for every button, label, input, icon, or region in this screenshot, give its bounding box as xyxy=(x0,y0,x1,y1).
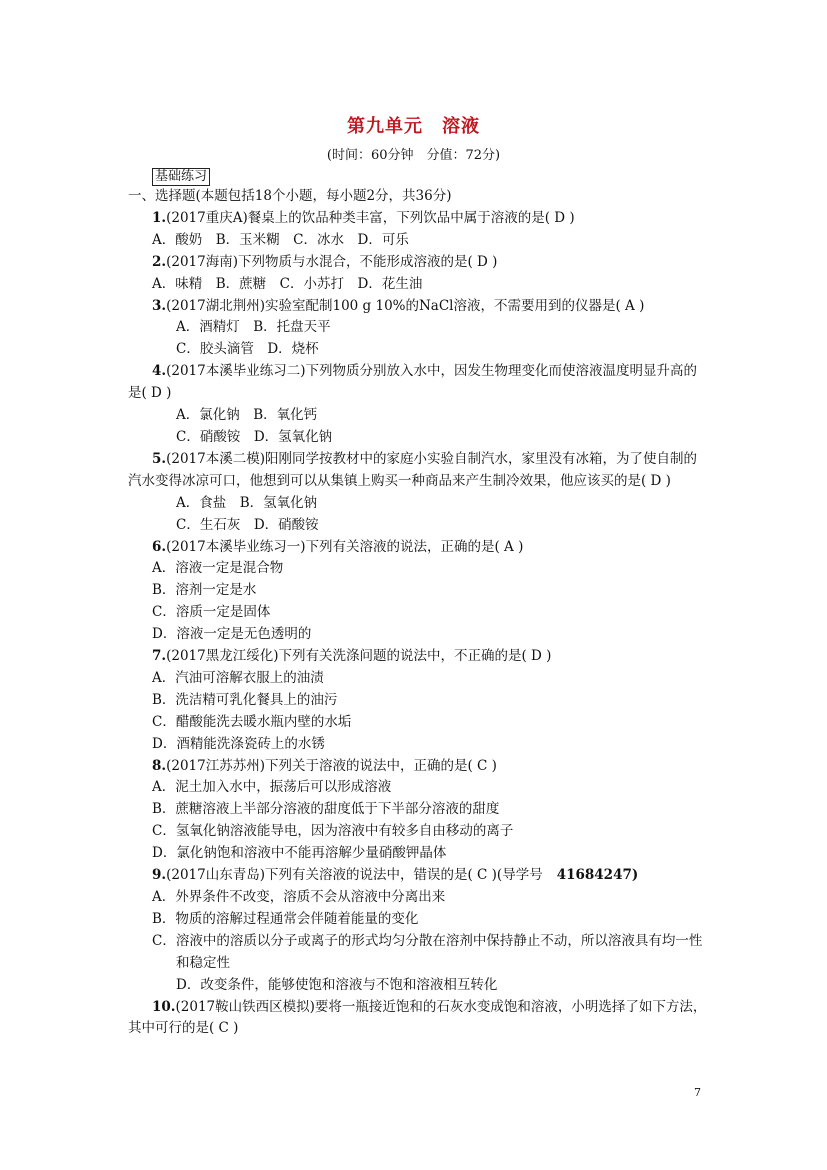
guide-code: 41684247) xyxy=(556,867,639,884)
section-heading: 一、选择题(本题包括18个小题，每小题2分，共36分) xyxy=(128,188,452,204)
question-5-option-row: A．食盐 B．氢氧化钠 xyxy=(176,494,318,511)
question-text: (2017本溪二模)阳刚同学按教材中的家庭小实验自制汽水，家里没有冰箱，为了使自制的汽水变得冰凉可口，他想到可以从集镇上购买一种商品来产生制冷效果，他应该买的是( D ) xyxy=(128,450,697,489)
question-8-option: D．氯化钠饱和溶液中不能再溶解少量硝酸钾晶体 xyxy=(152,845,447,862)
question-2-options: A．味精 B．蔗糖 C．小苏打 D．花生油 xyxy=(152,275,423,292)
question-8-option: A．泥土加入水中，振荡后可以形成溶液 xyxy=(152,779,392,796)
question-number: 4. xyxy=(152,363,167,380)
question-7-option: D．酒精能洗涤瓷砖上的水锈 xyxy=(152,735,325,752)
question-10 xyxy=(128,997,710,1041)
question-9-option xyxy=(128,931,710,975)
question-4 xyxy=(128,361,710,405)
question-9 xyxy=(128,865,710,887)
question-9-option: D．改变条件，能够使饱和溶液与不饱和溶液相互转化 xyxy=(176,976,498,993)
question-text: (2017本溪毕业练习一)下列有关溶液的说法，正确的是( A ) xyxy=(166,538,524,555)
question-number: 1. xyxy=(152,209,167,226)
question-number: 3. xyxy=(152,297,167,314)
unit-title: 第九单元 溶液 xyxy=(347,116,480,137)
question-3-option-row: A．酒精灯 B．托盘天平 xyxy=(176,319,331,336)
question-3 xyxy=(128,296,710,318)
question-text: (2017鞍山铁西区模拟)要将一瓶接近饱和的石灰水变成饱和溶液，小明选择了如下方法，其中可行的是( C ) xyxy=(128,998,707,1037)
question-number: 9. xyxy=(152,867,167,884)
question-text: (2017重庆A)餐桌上的饮品种类丰富，下列饮品中属于溶液的是( D ) xyxy=(166,209,575,226)
question-text: (2017湖北荆州)实验室配制100 g 10%的NaCl溶液，不需要用到的仪器是( A ) xyxy=(166,297,645,314)
question-text: (2017江苏苏州)下列关于溶液的说法中，正确的是( C ) xyxy=(166,757,497,774)
question-number: 6. xyxy=(152,538,167,555)
question-4-option-row: C．硝酸铵 D．氢氧化钠 xyxy=(176,428,333,445)
question-1-options: A．酸奶 B．玉米糊 C．冰水 D．可乐 xyxy=(152,231,409,248)
question-9-option: B．物质的溶解过程通常会伴随着能量的变化 xyxy=(152,910,419,927)
question-7-option: B．洗洁精可乳化餐具上的油污 xyxy=(152,691,338,708)
page-number: 7 xyxy=(694,1086,701,1099)
question-text: (2017海南)下列物质与水混合，不能形成溶液的是( D ) xyxy=(166,253,498,270)
question-6-option: D．溶液一定是无色透明的 xyxy=(152,626,312,643)
question-3-option-row: C．胶头滴管 D．烧杯 xyxy=(176,341,319,358)
question-8-option: B．蔗糖溶液上半部分溶液的甜度低于下半部分溶液的甜度 xyxy=(152,801,500,818)
question-4-option-row: A．氯化钠 B．氧化钙 xyxy=(176,407,318,424)
question-5-option-row: C．生石灰 D．硝酸铵 xyxy=(176,516,319,533)
question-text: (2017山东青岛)下列有关溶液的说法中，错误的是( C )(导学号 xyxy=(166,867,543,884)
question-text: (2017黑龙江绥化)下列有关洗涤问题的说法中，不正确的是( D ) xyxy=(166,648,552,665)
question-9-option: A．外界条件不改变，溶质不会从溶液中分离出来 xyxy=(152,889,446,905)
question-text: (2017本溪毕业练习二)下列物质分别放入水中，因发生物理变化而使溶液温度明显升高的是( D ) xyxy=(128,363,697,402)
question-7-option: C．醋酸能洗去暖水瓶内壁的水垢 xyxy=(152,713,352,730)
question-8-option: C．氢氧化钠溶液能导电，因为溶液中有较多自由移动的离子 xyxy=(152,823,514,840)
question-7 xyxy=(128,646,710,668)
question-number: 8. xyxy=(152,757,167,774)
question-9-option-text: C．溶液中的溶质以分子或离子的形式均匀分散在溶剂中保持静止不动，所以溶液具有均一性和稳定性 xyxy=(152,932,703,971)
exercise-content xyxy=(128,186,710,1040)
question-6 xyxy=(128,537,710,559)
question-number: 7. xyxy=(152,648,167,665)
question-8 xyxy=(128,756,710,778)
question-number: 2. xyxy=(152,253,167,270)
question-number: 10. xyxy=(152,998,176,1015)
time-score-info: (时间：60分钟 分值：72分) xyxy=(326,148,501,163)
question-6-option: A．溶液一定是混合物 xyxy=(152,560,284,577)
question-6-option: C．溶质一定是固体 xyxy=(152,604,271,621)
question-number: 5. xyxy=(152,450,167,467)
question-6-option: B．溶剂一定是水 xyxy=(152,582,257,599)
section-badge: 基础练习 xyxy=(152,168,210,186)
question-1 xyxy=(128,208,710,230)
question-2 xyxy=(128,252,710,274)
question-7-option: A．汽油可溶解衣服上的油渍 xyxy=(152,669,324,686)
question-5 xyxy=(128,449,710,493)
